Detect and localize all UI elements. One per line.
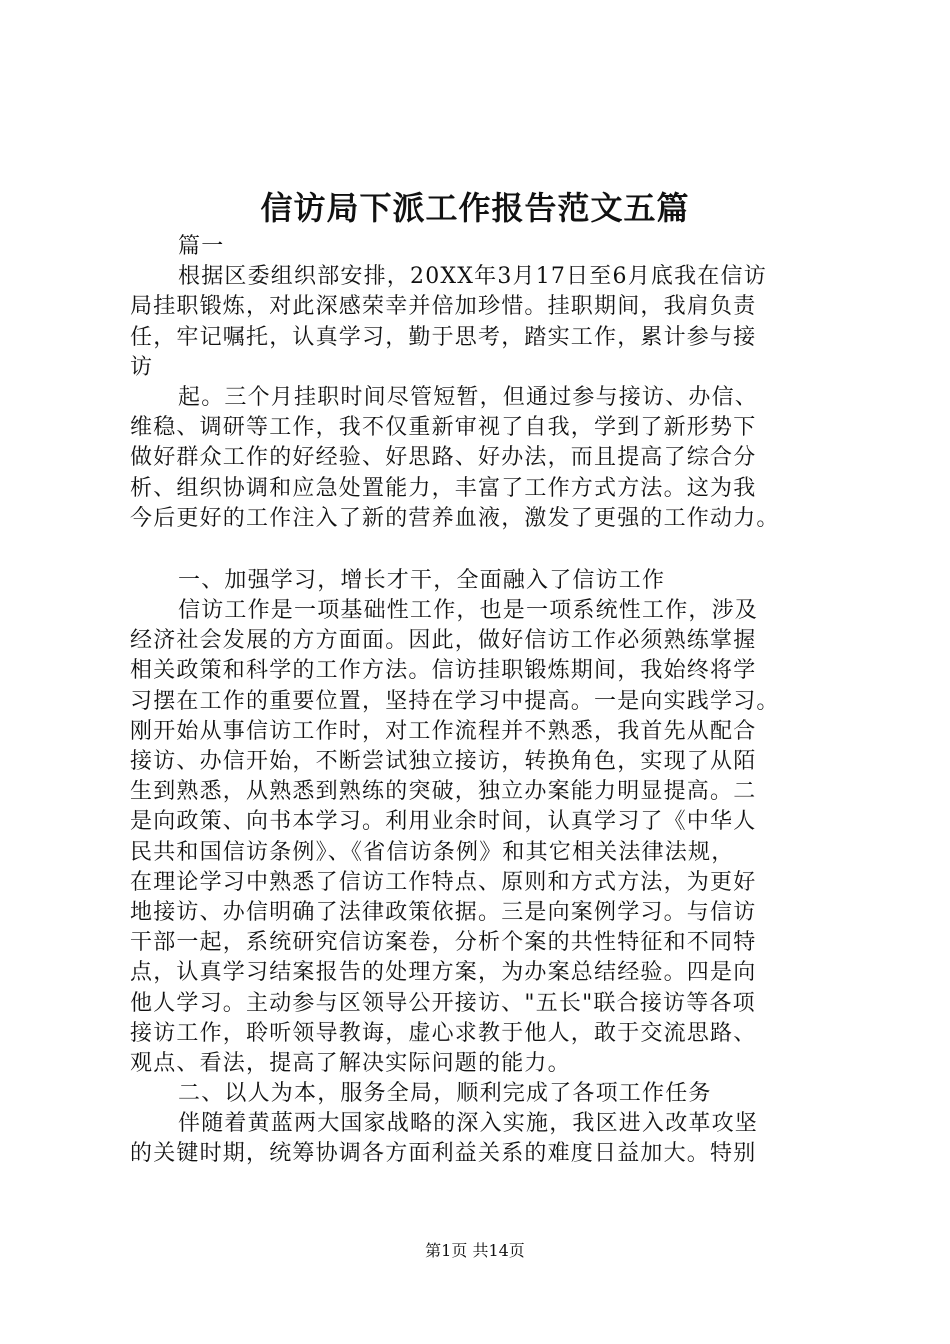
paragraph-line: 接访、办信开始，不断尝试独立接访，转换角色，实现了从陌 [130, 749, 757, 774]
paragraph-line: 访 [130, 354, 154, 380]
paragraph-line: 干部一起，系统研究信访案卷，分析个案的共性特征和不同特 [130, 930, 757, 956]
paragraph-line: 做好群众工作的好经验、好思路、好办法，而且提高了综合分 [130, 445, 757, 471]
paragraph-line: 民共和国信访条例》、《省信访条例》和其它相关法律法规， [130, 839, 735, 865]
paragraph-line: 经济社会发展的方方面面。因此，做好信访工作必须熟练掌握 [130, 628, 757, 654]
section-heading: 一、加强学习，增长才干，全面融入了信访工作 [178, 567, 666, 593]
paragraph-line: 任，牢记嘱托，认真学习，勤于思考，踏实工作，累计参与接 [130, 324, 757, 350]
paragraph-line: 今后更好的工作注入了新的营养血液，激发了更强的工作动力。 [130, 505, 780, 531]
paragraph-line: 习摆在工作的重要位置，坚持在学习中提高。一是向实践学习。 [130, 688, 780, 714]
paragraph-line: 伴随着黄蓝两大国家战略的深入实施，我区进入改革攻坚 [178, 1111, 759, 1137]
paragraph-line: 相关政策和科学的工作方法。信访挂职锻炼期间，我始终将学 [130, 658, 757, 684]
paragraph-line: 起。三个月挂职时间尽管短暂，但通过参与接访、办信、 [178, 384, 759, 410]
section-label: 篇一 [178, 234, 225, 259]
paragraph-line: 地接访、办信明确了法律政策依据。三是向案例学习。与信访 [130, 899, 757, 925]
document-title: 信访局下派工作报告范文五篇 [260, 189, 690, 227]
paragraph-line: 是向政策、向书本学习。利用业余时间，认真学习了《中华人 [130, 809, 757, 835]
paragraph-line: 他人学习。主动参与区领导公开接访、"五长"联合接访等各项 [130, 990, 756, 1016]
paragraph-line: 局挂职锻炼，对此深感荣幸并倍加珍惜。挂职期间，我肩负责 [130, 294, 757, 320]
section-heading: 二、以人为本，服务全局，顺利完成了各项工作任务 [178, 1081, 712, 1107]
paragraph-line: 在理论学习中熟悉了信访工作特点、原则和方式方法，为更好 [130, 869, 757, 895]
paragraph-line: 析、组织协调和应急处置能力，丰富了工作方式方法。这为我 [130, 475, 757, 501]
paragraph-line: 接访工作，聆听领导教诲，虚心求教于他人，敢于交流思路、 [130, 1020, 757, 1046]
document-body [130, 232, 830, 1170]
page-footer: 第1页 共14页 [425, 1241, 525, 1260]
paragraph-line: 信访工作是一项基础性工作，也是一项系统性工作，涉及 [178, 598, 759, 624]
paragraph-line: 生到熟悉，从熟悉到熟练的突破，独立办案能力明显提高。二 [130, 779, 757, 805]
paragraph-gap [130, 534, 830, 566]
paragraph-line: 点，认真学习结案报告的处理方案，为办案总结经验。四是向 [130, 960, 757, 986]
paragraph-line: 根据区委组织部安排，20XX年3月17日至6月底我在信访 [178, 264, 767, 290]
paragraph-line: 刚开始从事信访工作时，对工作流程并不熟悉，我首先从配合 [130, 718, 757, 744]
paragraph-line: 维稳、调研等工作，我不仅重新审视了自我，学到了新形势下 [130, 415, 757, 441]
paragraph-line: 的关键时期，统筹协调各方面利益关系的难度日益加大。特别 [130, 1141, 757, 1167]
paragraph-line: 观点、看法，提高了解决实际问题的能力。 [130, 1050, 571, 1076]
